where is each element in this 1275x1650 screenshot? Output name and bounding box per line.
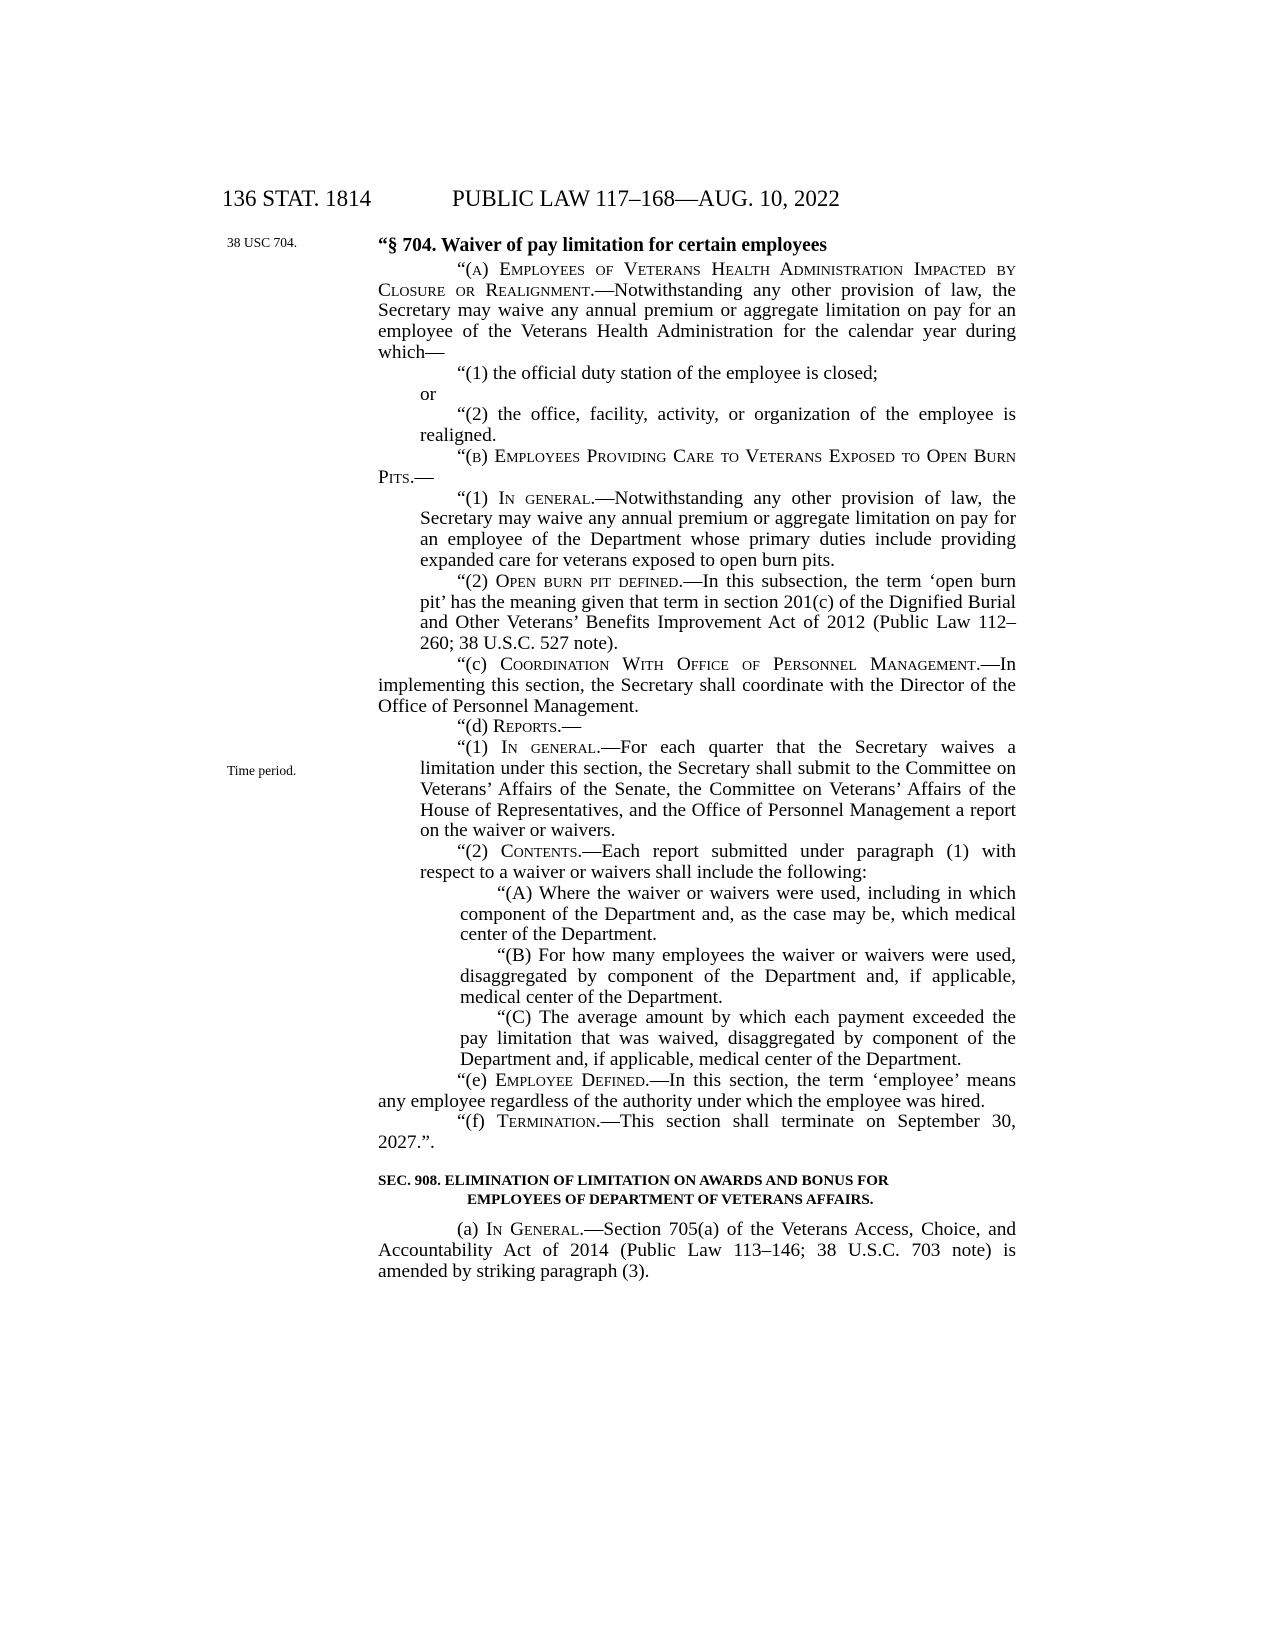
margin-note-time-period: Time period. bbox=[227, 763, 297, 778]
para-e-text: —In this section, the term ‘employee’ means any employee regardless of the authority under which the employee was hired. bbox=[378, 1069, 1016, 1112]
stat-page-number: 136 STAT. 1814 bbox=[222, 186, 372, 211]
para-f-heading: Termination. bbox=[496, 1111, 601, 1133]
para-e-label: “(e) bbox=[457, 1069, 496, 1091]
section-heading: “§ 704. Waiver of pay limitation for certain employees bbox=[378, 235, 827, 256]
para-b2-label: “(2) bbox=[457, 570, 496, 592]
para-e bbox=[378, 1071, 1016, 1113]
para-b2 bbox=[378, 572, 1016, 655]
para-b bbox=[378, 447, 1016, 489]
para-b-dash: — bbox=[414, 466, 434, 488]
para-d2-B: “(B) For how many employees the waiver or waivers were used, disaggregated by component of the Department and, if applicable, medical center of the Department. bbox=[460, 945, 1016, 1008]
para-d1-label: “(1) bbox=[457, 737, 502, 759]
para-d2-C: “(C) The average amount by which each payment exceeded the pay limitation that was waived, disaggregated by component of the Department and, if applicable, medical center of the Department. bbox=[460, 1007, 1016, 1071]
para-a1: “(1) the official duty station of the employee is closed; bbox=[457, 362, 879, 384]
sec-908-a-text: —Section 705(a) of the Veterans Access, Choice, and Accountability Act of 2014 (Public Law 113–146; 38 U.S.C. 703 note) is amended by striking paragraph (3). bbox=[378, 1219, 1016, 1282]
para-a-heading: “(a) Employees of Veterans Health Administration Impacted by Closure or Realignment. bbox=[378, 258, 1016, 301]
para-d2 bbox=[378, 842, 1016, 884]
para-b-heading: “(b) Employees Providing Care to Veterans Exposed to Open Burn Pits. bbox=[378, 445, 1016, 488]
para-b1-text: —Notwithstanding any other provision of law, the Secretary may waive any annual premium or aggregate limitation on pay for an employee of the Department whose primary duties include providing expanded care for veterans exposed to open burn pits. bbox=[420, 487, 1016, 571]
para-d1-text: —For each quarter that the Secretary waives a limitation under this section, the Secretary shall submit to the Committee on Veterans’ Affairs of the Senate, the Committee on Veterans’ Affairs of the House of Representatives, and the Office of Personnel Management a report on the waiver or waivers. bbox=[420, 737, 1016, 842]
sec-908-heading-line2: EMPLOYEES OF DEPARTMENT OF VETERANS AFFAIRS. bbox=[467, 1192, 874, 1209]
para-e-heading: Employee Defined. bbox=[495, 1069, 650, 1091]
para-c-heading: Coordination With Office of Personnel Management. bbox=[500, 653, 981, 675]
para-d-label: “(d) bbox=[457, 716, 493, 738]
para-c-text: —In implementing this section, the Secretary shall coordinate with the Director of the Office of Personnel Management. bbox=[378, 653, 1016, 717]
para-b1-heading: In general. bbox=[498, 487, 596, 509]
para-f-text: —This section shall terminate on September 30, 2027.”. bbox=[378, 1111, 1016, 1154]
sec-908-a-label: (a) bbox=[457, 1219, 486, 1241]
para-a2: “(2) the office, facility, activity, or organization of the employee is realigned. bbox=[420, 404, 1016, 447]
para-b1 bbox=[378, 489, 1016, 572]
para-d2-label: “(2) bbox=[457, 841, 501, 863]
sec-908-para-a bbox=[378, 1220, 1016, 1282]
para-a-text: —Notwithstanding any other provision of law, the Secretary may waive any annual premium or aggregate limitation on pay for an employee of the Veterans Health Administration for the calendar year during which— bbox=[378, 279, 1016, 363]
para-a bbox=[378, 260, 1016, 364]
para-d1 bbox=[378, 738, 1016, 842]
para-d1-heading: In general. bbox=[501, 737, 601, 759]
para-c bbox=[378, 655, 1016, 717]
para-d bbox=[378, 717, 1016, 738]
para-c-label: “(c) bbox=[457, 653, 501, 675]
para-d2-A: “(A) Where the waiver or waivers were used, including in which component of the Department and, as the case may be, which medical center of the Department. bbox=[460, 882, 1016, 946]
para-f bbox=[378, 1112, 1016, 1154]
para-b2-text: —In this subsection, the term ‘open burn pit’ has the meaning given that term in section 201(c) of the Dignified Burial and Other Veterans’ Benefits Improvement Act of 2012 (Public Law 112–260; 38 U.S.C. 527 note). bbox=[420, 570, 1016, 655]
para-f-label: “(f) bbox=[457, 1111, 497, 1133]
para-d-dash: — bbox=[561, 716, 582, 738]
para-d-heading: Reports. bbox=[492, 716, 562, 738]
sec-908-heading-line1: SEC. 908. ELIMINATION OF LIMITATION ON AWARDS AND BONUS FOR bbox=[378, 1173, 889, 1190]
margin-note-usc: 38 USC 704. bbox=[227, 235, 298, 250]
para-a1-or: or bbox=[420, 383, 437, 405]
public-law-title: PUBLIC LAW 117–168—AUG. 10, 2022 bbox=[452, 186, 840, 211]
para-b1-label: “(1) bbox=[457, 487, 499, 509]
para-b2-heading: Open burn pit defined. bbox=[495, 570, 684, 592]
sec-908-a-heading: In General. bbox=[486, 1219, 585, 1241]
para-d2-text: —Each report submitted under paragraph (1) with respect to a waiver or waivers shall include the following: bbox=[420, 841, 1016, 883]
document-body bbox=[378, 236, 1016, 1282]
sec-908-heading bbox=[378, 1172, 1016, 1210]
para-d2-heading: Contents. bbox=[500, 841, 583, 863]
